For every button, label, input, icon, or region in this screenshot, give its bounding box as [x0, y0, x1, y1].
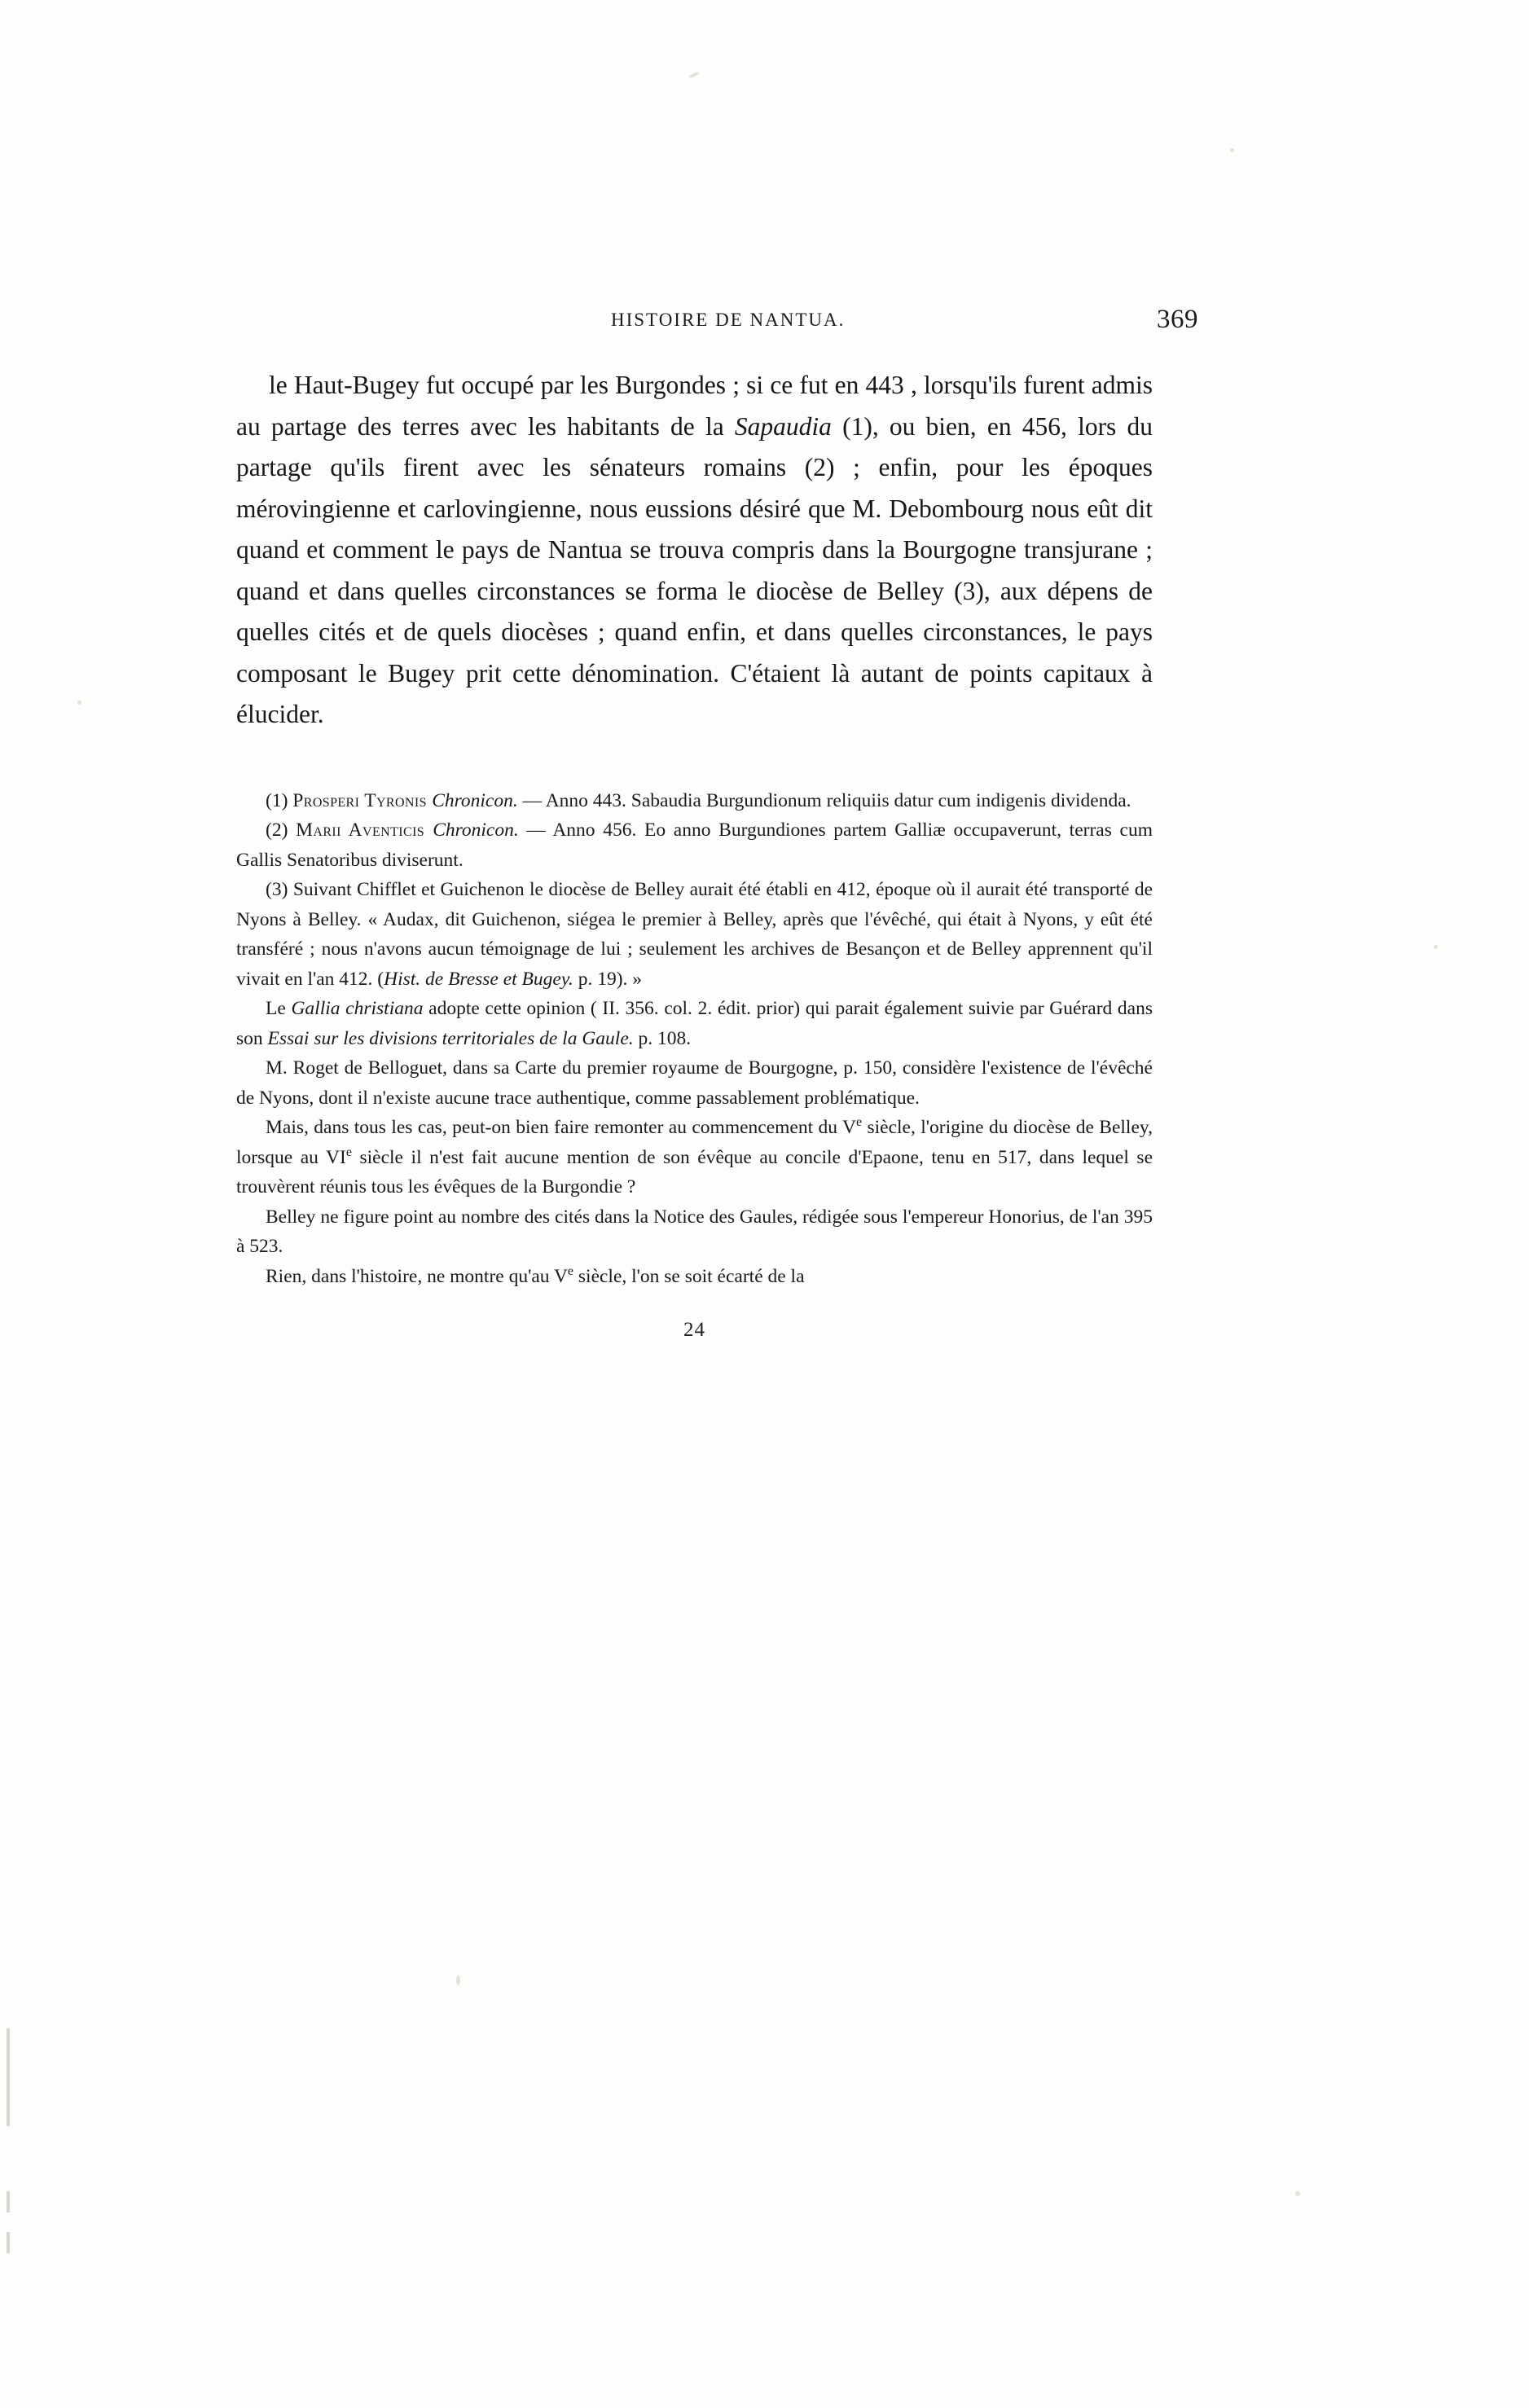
footnotes — [236, 786, 1153, 1292]
footnote-1-marker: (1) — [266, 789, 293, 811]
footnote-6-sup-a: e — [855, 1115, 863, 1130]
body-paragraph-part-1: le Haut-Bugey fut occupé par les Burgondes ; si ce fut en 443 , lorsqu'ils furent admis au partage des terres avec les habitants de la — [236, 371, 1153, 441]
body-text — [236, 365, 1153, 736]
footnote-6-text-b: siècle, l'origine du diocèse de Belley, lorsque au VI — [236, 1117, 1153, 1168]
signature-mark: 24 — [683, 1319, 705, 1341]
footnote-2-author: Marii Aventicis — [296, 820, 433, 841]
scan-edge-mark — [7, 2028, 10, 2126]
running-head: HISTOIRE DE NANTUA. — [611, 310, 846, 330]
footnote-2 — [236, 815, 1153, 875]
footnote-4 — [236, 994, 1153, 1053]
footnote-1-text: — Anno 443. Sabaudia Burgundionum reliquiis datur cum indigenis dividenda. — [517, 789, 1131, 811]
footnote-3 — [236, 875, 1153, 994]
footnote-6-text-c: siècle il n'est fait aucune mention de son évêque au concile d'Epaone, tenu en 517, dans lequel se trouvèrent réunis tous les évêques de la Burgondie ? — [236, 1146, 1153, 1197]
footnote-8 — [236, 1262, 1153, 1292]
footnote-6 — [236, 1113, 1153, 1202]
footnote-3-text-a: Suivant Chifflet et Guichenon le diocèse de Belley aurait été établi en 412, époque où il aurait été transporté de Nyons à Belley. « Audax, dit Guichenon, siégea le premier à Belley, après que l'évêché, qui était à Nyons, y eût été transféré ; nous n'avons aucun témoignage de lui ; seulement les archives de Besançon et de Belley apprennent qu'il vivait en l'an 412. ( — [236, 879, 1153, 990]
footnote-4-italic-a: Gallia christiana — [291, 998, 424, 1019]
footnote-4-text-a: Le — [266, 998, 292, 1019]
body-paragraph-part-2: (1), ou bien, en 456, lors du partage qu'ils firent avec les sénateurs romains (2) ; enfin, pour les époques mérovingienne et carlovingienne, nous eussions désiré que M. Debombourg nous eût dit quand et comment le pays de Nantua se trouva compris dans la Bourgogne transjurane ; quand et dans quelles circonstances se forma le diocèse de Belley (3), aux dépens de quelles cités et de quels diocèses ; quand enfin, et dans quelles circonstances, le pays composant le Bugey prit cette dénomination. C'étaient là autant de points capitaux à élucider. — [236, 411, 1153, 728]
footnote-8-text-b: siècle, l'on se soit écarté de la — [573, 1265, 805, 1287]
scan-speck — [1230, 148, 1234, 152]
footnote-6-sup-b: e — [345, 1145, 352, 1159]
page-number: 369 — [1157, 305, 1198, 334]
footnote-3-marker: (3) — [266, 879, 293, 900]
body-paragraph — [236, 365, 1153, 736]
footnote-2-marker: (2) — [266, 820, 297, 841]
scan-speck — [456, 1975, 460, 1985]
footnote-7: Belley ne figure point au nombre des cités dans la Notice des Gaules, rédigée sous l'empereur Honorius, de l'an 395 à 523. — [236, 1206, 1153, 1257]
scan-speck — [1295, 2191, 1300, 2196]
footnote-2-title: Chronicon. — [433, 820, 519, 841]
footnote-3-text-b: p. 19). » — [573, 968, 643, 990]
footnote-8-sup-a: e — [567, 1263, 574, 1278]
footnote-3-italic-title: Hist. de Bresse et Bugey. — [384, 968, 573, 990]
scan-edge-mark — [7, 2191, 10, 2212]
footnote-6-text-a: Mais, dans tous les cas, peut-on bien faire remonter au commencement du V — [266, 1117, 856, 1138]
page-content — [220, 305, 1303, 1342]
footnote-5: M. Roget de Belloguet, dans sa Carte du premier royaume de Bourgogne, p. 150, considère l'existence de l'évêché de Nyons, dont il n'existe aucune trace authentique, comme passablement problématique. — [236, 1057, 1153, 1109]
footnote-4-text-b: adopte cette opinion ( II. 356. col. 2. édit. prior) qui parait également suivie par Guérard dans son — [236, 998, 1153, 1049]
footnote-4-italic-b: Essai sur les divisions territoriales de la Gaule. — [267, 1027, 634, 1049]
footnote-8-text-a: Rien, dans l'histoire, ne montre qu'au V — [266, 1265, 568, 1287]
footnote-1-author: Prosperi Tyronis — [292, 789, 433, 811]
footnote-1 — [236, 786, 1153, 816]
scan-speck — [1434, 945, 1438, 949]
scan-edge-mark — [7, 2232, 10, 2253]
scan-speck — [77, 701, 81, 705]
scan-speck — [688, 71, 700, 79]
footnote-2-text: — Anno 456. Eo anno Burgundiones partem Galliæ occupaverunt, terras cum Gallis Senatoribus diviserunt. — [236, 820, 1153, 871]
body-italic-sapaudia: Sapaudia — [734, 411, 832, 441]
footnote-1-title: Chronicon. — [432, 789, 518, 811]
footnote-4-text-c: p. 108. — [633, 1027, 692, 1049]
page-header — [297, 305, 1275, 350]
